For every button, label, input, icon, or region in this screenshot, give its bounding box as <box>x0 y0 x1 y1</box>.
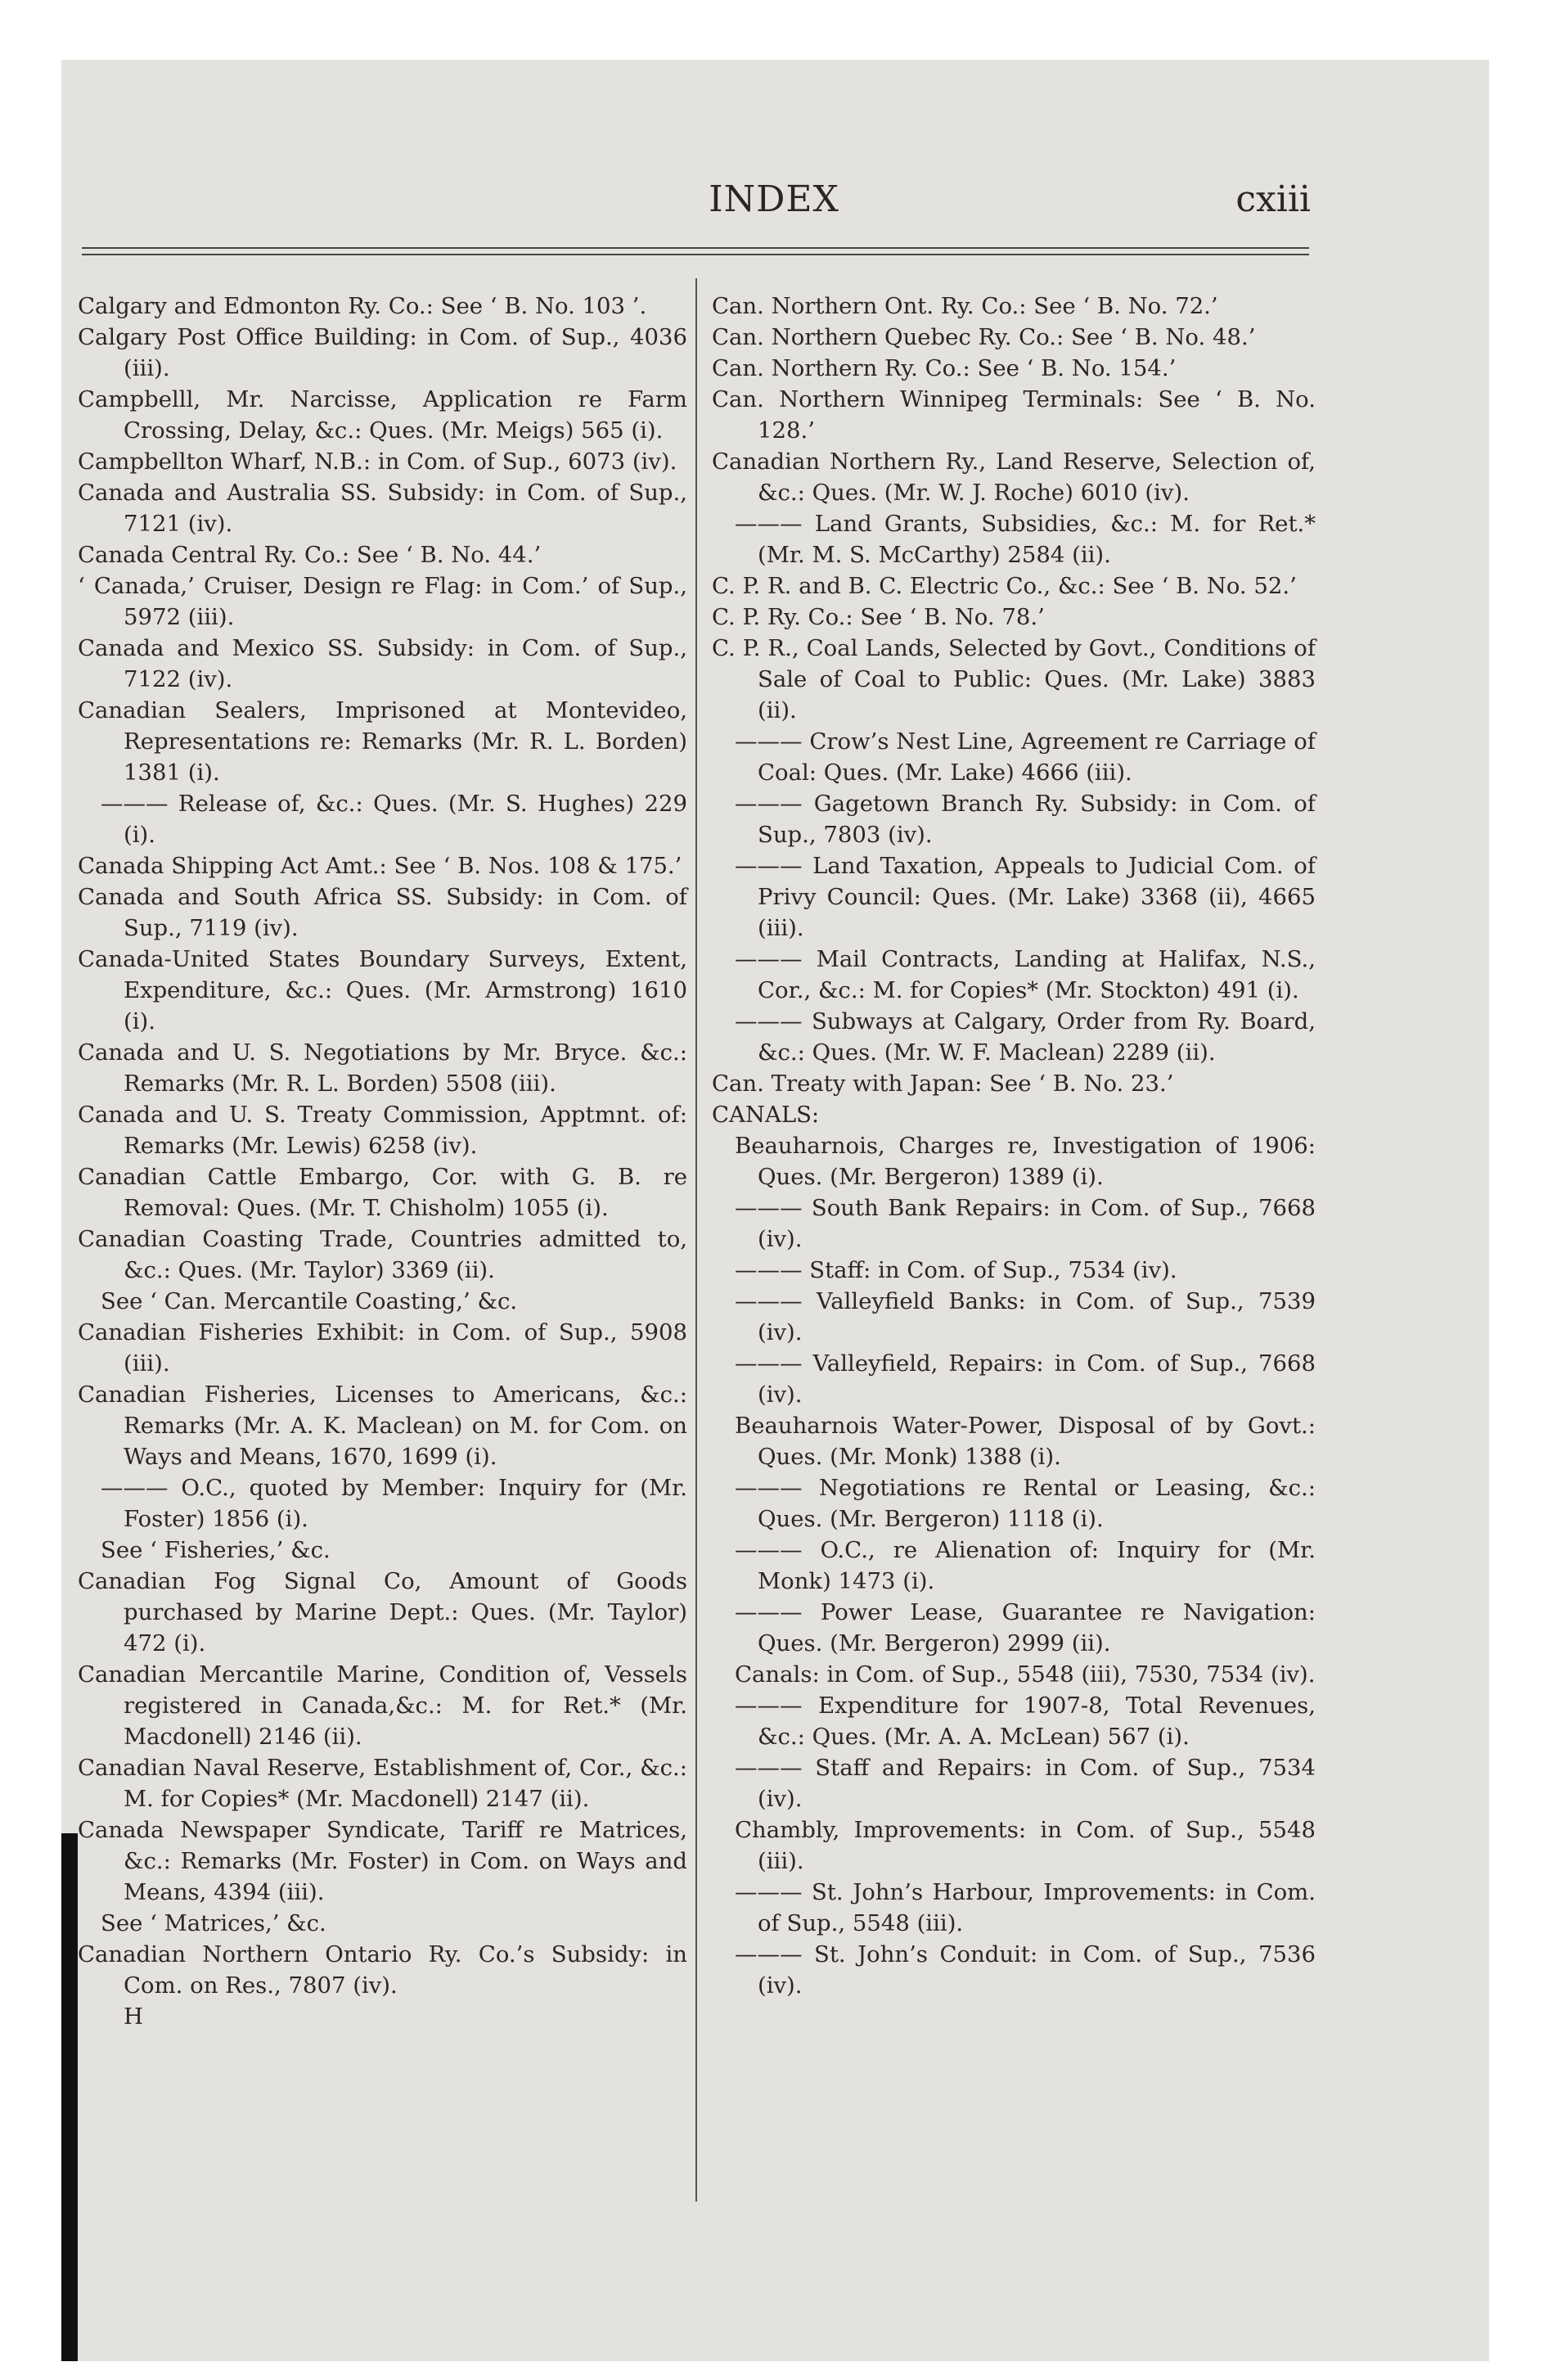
index-entry: Can. Northern Quebec Ry. Co.: See ‘ B. No. 48.’ <box>712 324 1256 350</box>
index-subentry: ——— Land Grants, Subsidies, &c.: M. for Ret.* (Mr. M. S. McCarthy) 2584 (ii). <box>735 511 1316 568</box>
index-entry: Can. Northern Ont. Ry. Co.: See ‘ B. No. 72.’ <box>712 293 1218 319</box>
index-entry: C. P. Ry. Co.: See ‘ B. No. 78.’ <box>712 604 1045 630</box>
index-subentry: ——— Subways at Calgary, Order from Ry. Board, &c.: Ques. (Mr. W. F. Maclean) 2289 (ii). <box>735 1008 1316 1066</box>
index-entry: Canadian Fisheries Exhibit: in Com. of Sup., 5908 (iii). <box>78 1319 687 1377</box>
index-entry: Canadian Northern Ontario Ry. Co.’s Subsidy: in Com. on Res., 7807 (iv). <box>78 1941 687 1999</box>
index-entry: Canada Shipping Act Amt.: See ‘ B. Nos. 108 & 175.’ <box>78 853 682 879</box>
signature-mark: H <box>124 2004 143 2030</box>
index-entry: Chambly, Improvements: in Com. of Sup., 5548 (iii). <box>735 1817 1316 1874</box>
index-entry: Can. Northern Ry. Co.: See ‘ B. No. 154.’ <box>712 355 1177 381</box>
index-entry: Calgary Post Office Building: in Com. of Sup., 4036 (iii). <box>78 324 687 381</box>
index-entry: Can. Treaty with Japan: See ‘ B. No. 23.’ <box>712 1071 1174 1097</box>
index-subentry: ——— St. John’s Harbour, Improvements: in Com. of Sup., 5548 (iii). <box>735 1879 1316 1936</box>
header-rule <box>82 247 1309 249</box>
index-column-left <box>78 291 687 2032</box>
index-entry: Calgary and Edmonton Ry. Co.: See ‘ B. No. 103 ’. <box>78 293 647 319</box>
section-heading-canals: CANALS: <box>712 1102 820 1128</box>
index-subentry: ——— Power Lease, Guarantee re Navigation: Ques. (Mr. Bergeron) 2999 (ii). <box>735 1599 1316 1657</box>
index-entry: Canadian Cattle Embargo, Cor. with G. B. re Removal: Ques. (Mr. T. Chisholm) 1055 (i). <box>78 1164 687 1221</box>
index-entry: Can. Northern Winnipeg Terminals: See ‘ B. No. 128.’ <box>712 386 1316 444</box>
index-subentry: ——— Staff and Repairs: in Com. of Sup., 7534 (iv). <box>735 1755 1316 1812</box>
column-divider <box>695 278 697 2202</box>
index-entry: Canada and U. S. Negotiations by Mr. Bryce. &c.: Remarks (Mr. R. L. Borden) 5508 (iii). <box>78 1039 687 1097</box>
index-column-right <box>712 291 1316 2001</box>
index-subentry: ——— Valleyfield Banks: in Com. of Sup., 7539 (iv). <box>735 1288 1316 1346</box>
index-entry: Canada Newspaper Syndicate, Tariff re Matrices, &c.: Remarks (Mr. Foster) in Com. on Ways and Means, 4394 (iii). <box>78 1817 687 1905</box>
index-subentry: ——— St. John’s Conduit: in Com. of Sup., 7536 (iv). <box>735 1941 1316 1999</box>
index-cross-reference: See ‘ Can. Mercantile Coasting,’ &c. <box>101 1288 518 1314</box>
index-subentry: ——— South Bank Repairs: in Com. of Sup., 7668 (iv). <box>735 1195 1316 1252</box>
index-entry: Canadian Coasting Trade, Countries admitted to, &c.: Ques. (Mr. Taylor) 3369 (ii). <box>78 1226 687 1283</box>
page-title: INDEX <box>709 178 839 220</box>
index-entry: Beauharnois, Charges re, Investigation of 1906: Ques. (Mr. Bergeron) 1389 (i). <box>735 1133 1316 1190</box>
index-entry: Canadian Northern Ry., Land Reserve, Selection of, &c.: Ques. (Mr. W. J. Roche) 6010 (iv). <box>712 449 1316 506</box>
index-entry: C. P. R. and B. C. Electric Co., &c.: See ‘ B. No. 52.’ <box>712 573 1297 599</box>
index-cross-reference: See ‘ Matrices,’ &c. <box>101 1910 326 1936</box>
index-subentry: ——— Crow’s Nest Line, Agreement re Carriage of Coal: Ques. (Mr. Lake) 4666 (iii). <box>735 728 1316 786</box>
index-entry: Canada and Australia SS. Subsidy: in Com. of Sup., 7121 (iv). <box>78 480 687 537</box>
index-entry: C. P. R., Coal Lands, Selected by Govt., Conditions of Sale of Coal to Public: Ques. (Mr. Lake) 3883 (ii). <box>712 635 1316 723</box>
index-subentry: ——— O.C., quoted by Member: Inquiry for (Mr. Foster) 1856 (i). <box>101 1475 687 1532</box>
index-entry: Canadian Sealers, Imprisoned at Montevideo, Representations re: Remarks (Mr. R. L. Borden) 1381 (i). <box>78 697 687 786</box>
index-entry: Canadian Mercantile Marine, Condition of, Vessels registered in Canada,&c.: M. for Ret.* (Mr. Macdonell) 2146 (ii). <box>78 1661 687 1750</box>
page-number: cxiii <box>1235 178 1311 220</box>
index-entry: ‘ Canada,’ Cruiser, Design re Flag: in Com.’ of Sup., 5972 (iii). <box>78 573 687 630</box>
header-rule-double <box>82 254 1309 255</box>
index-entry: Canada and U. S. Treaty Commission, Apptmnt. of: Remarks (Mr. Lewis) 6258 (iv). <box>78 1102 687 1159</box>
index-entry: Canadian Fog Signal Co, Amount of Goods purchased by Marine Dept.: Ques. (Mr. Taylor) 472 (i). <box>78 1568 687 1657</box>
index-entry: Canals: in Com. of Sup., 5548 (iii), 7530, 7534 (iv). <box>735 1661 1316 1688</box>
index-entry: Canada and South Africa SS. Subsidy: in Com. of Sup., 7119 (iv). <box>78 884 687 941</box>
index-subentry: ——— Mail Contracts, Landing at Halifax, N.S., Cor., &c.: M. for Copies* (Mr. Stockton) 491 (i). <box>735 946 1316 1003</box>
index-entry: Canada-United States Boundary Surveys, Extent, Expenditure, &c.: Ques. (Mr. Armstrong) 1610 (i). <box>78 946 687 1034</box>
index-subentry: ——— Staff: in Com. of Sup., 7534 (iv). <box>735 1257 1177 1283</box>
index-entry: Campbelll, Mr. Narcisse, Application re Farm Crossing, Delay, &c.: Ques. (Mr. Meigs) 565 (i). <box>78 386 687 444</box>
index-subentry: ——— Valleyfield, Repairs: in Com. of Sup., 7668 (iv). <box>735 1350 1316 1408</box>
index-cross-reference: See ‘ Fisheries,’ &c. <box>101 1537 331 1563</box>
index-entry: Canada Central Ry. Co.: See ‘ B. No. 44.’ <box>78 542 542 568</box>
index-entry: Campbellton Wharf, N.B.: in Com. of Sup., 6073 (iv). <box>78 449 677 475</box>
index-subentry: ——— O.C., re Alienation of: Inquiry for (Mr. Monk) 1473 (i). <box>735 1537 1316 1594</box>
index-subentry: ——— Gagetown Branch Ry. Subsidy: in Com. of Sup., 7803 (iv). <box>735 791 1316 848</box>
index-subentry: ——— Release of, &c.: Ques. (Mr. S. Hughes) 229 (i). <box>101 791 687 848</box>
index-entry: Beauharnois Water-Power, Disposal of by Govt.: Ques. (Mr. Monk) 1388 (i). <box>735 1413 1316 1470</box>
index-entry: Canadian Naval Reserve, Establishment of, Cor., &c.: M. for Copies* (Mr. Macdonell) 2147 (ii). <box>78 1755 687 1812</box>
index-subentry: ——— Negotiations re Rental or Leasing, &c.: Ques. (Mr. Bergeron) 1118 (i). <box>735 1475 1316 1532</box>
index-entry: Canadian Fisheries, Licenses to Americans, &c.: Remarks (Mr. A. K. Maclean) on M. for Com. on Ways and Means, 1670, 1699 (i). <box>78 1382 687 1470</box>
binding-edge <box>61 1833 78 2361</box>
index-entry: Canada and Mexico SS. Subsidy: in Com. of Sup., 7122 (iv). <box>78 635 687 692</box>
index-subentry: ——— Land Taxation, Appeals to Judicial Com. of Privy Council: Ques. (Mr. Lake) 3368 (ii), 4665 (iii). <box>735 853 1316 941</box>
index-subentry: ——— Expenditure for 1907-8, Total Revenues, &c.: Ques. (Mr. A. A. McLean) 567 (i). <box>735 1693 1316 1750</box>
